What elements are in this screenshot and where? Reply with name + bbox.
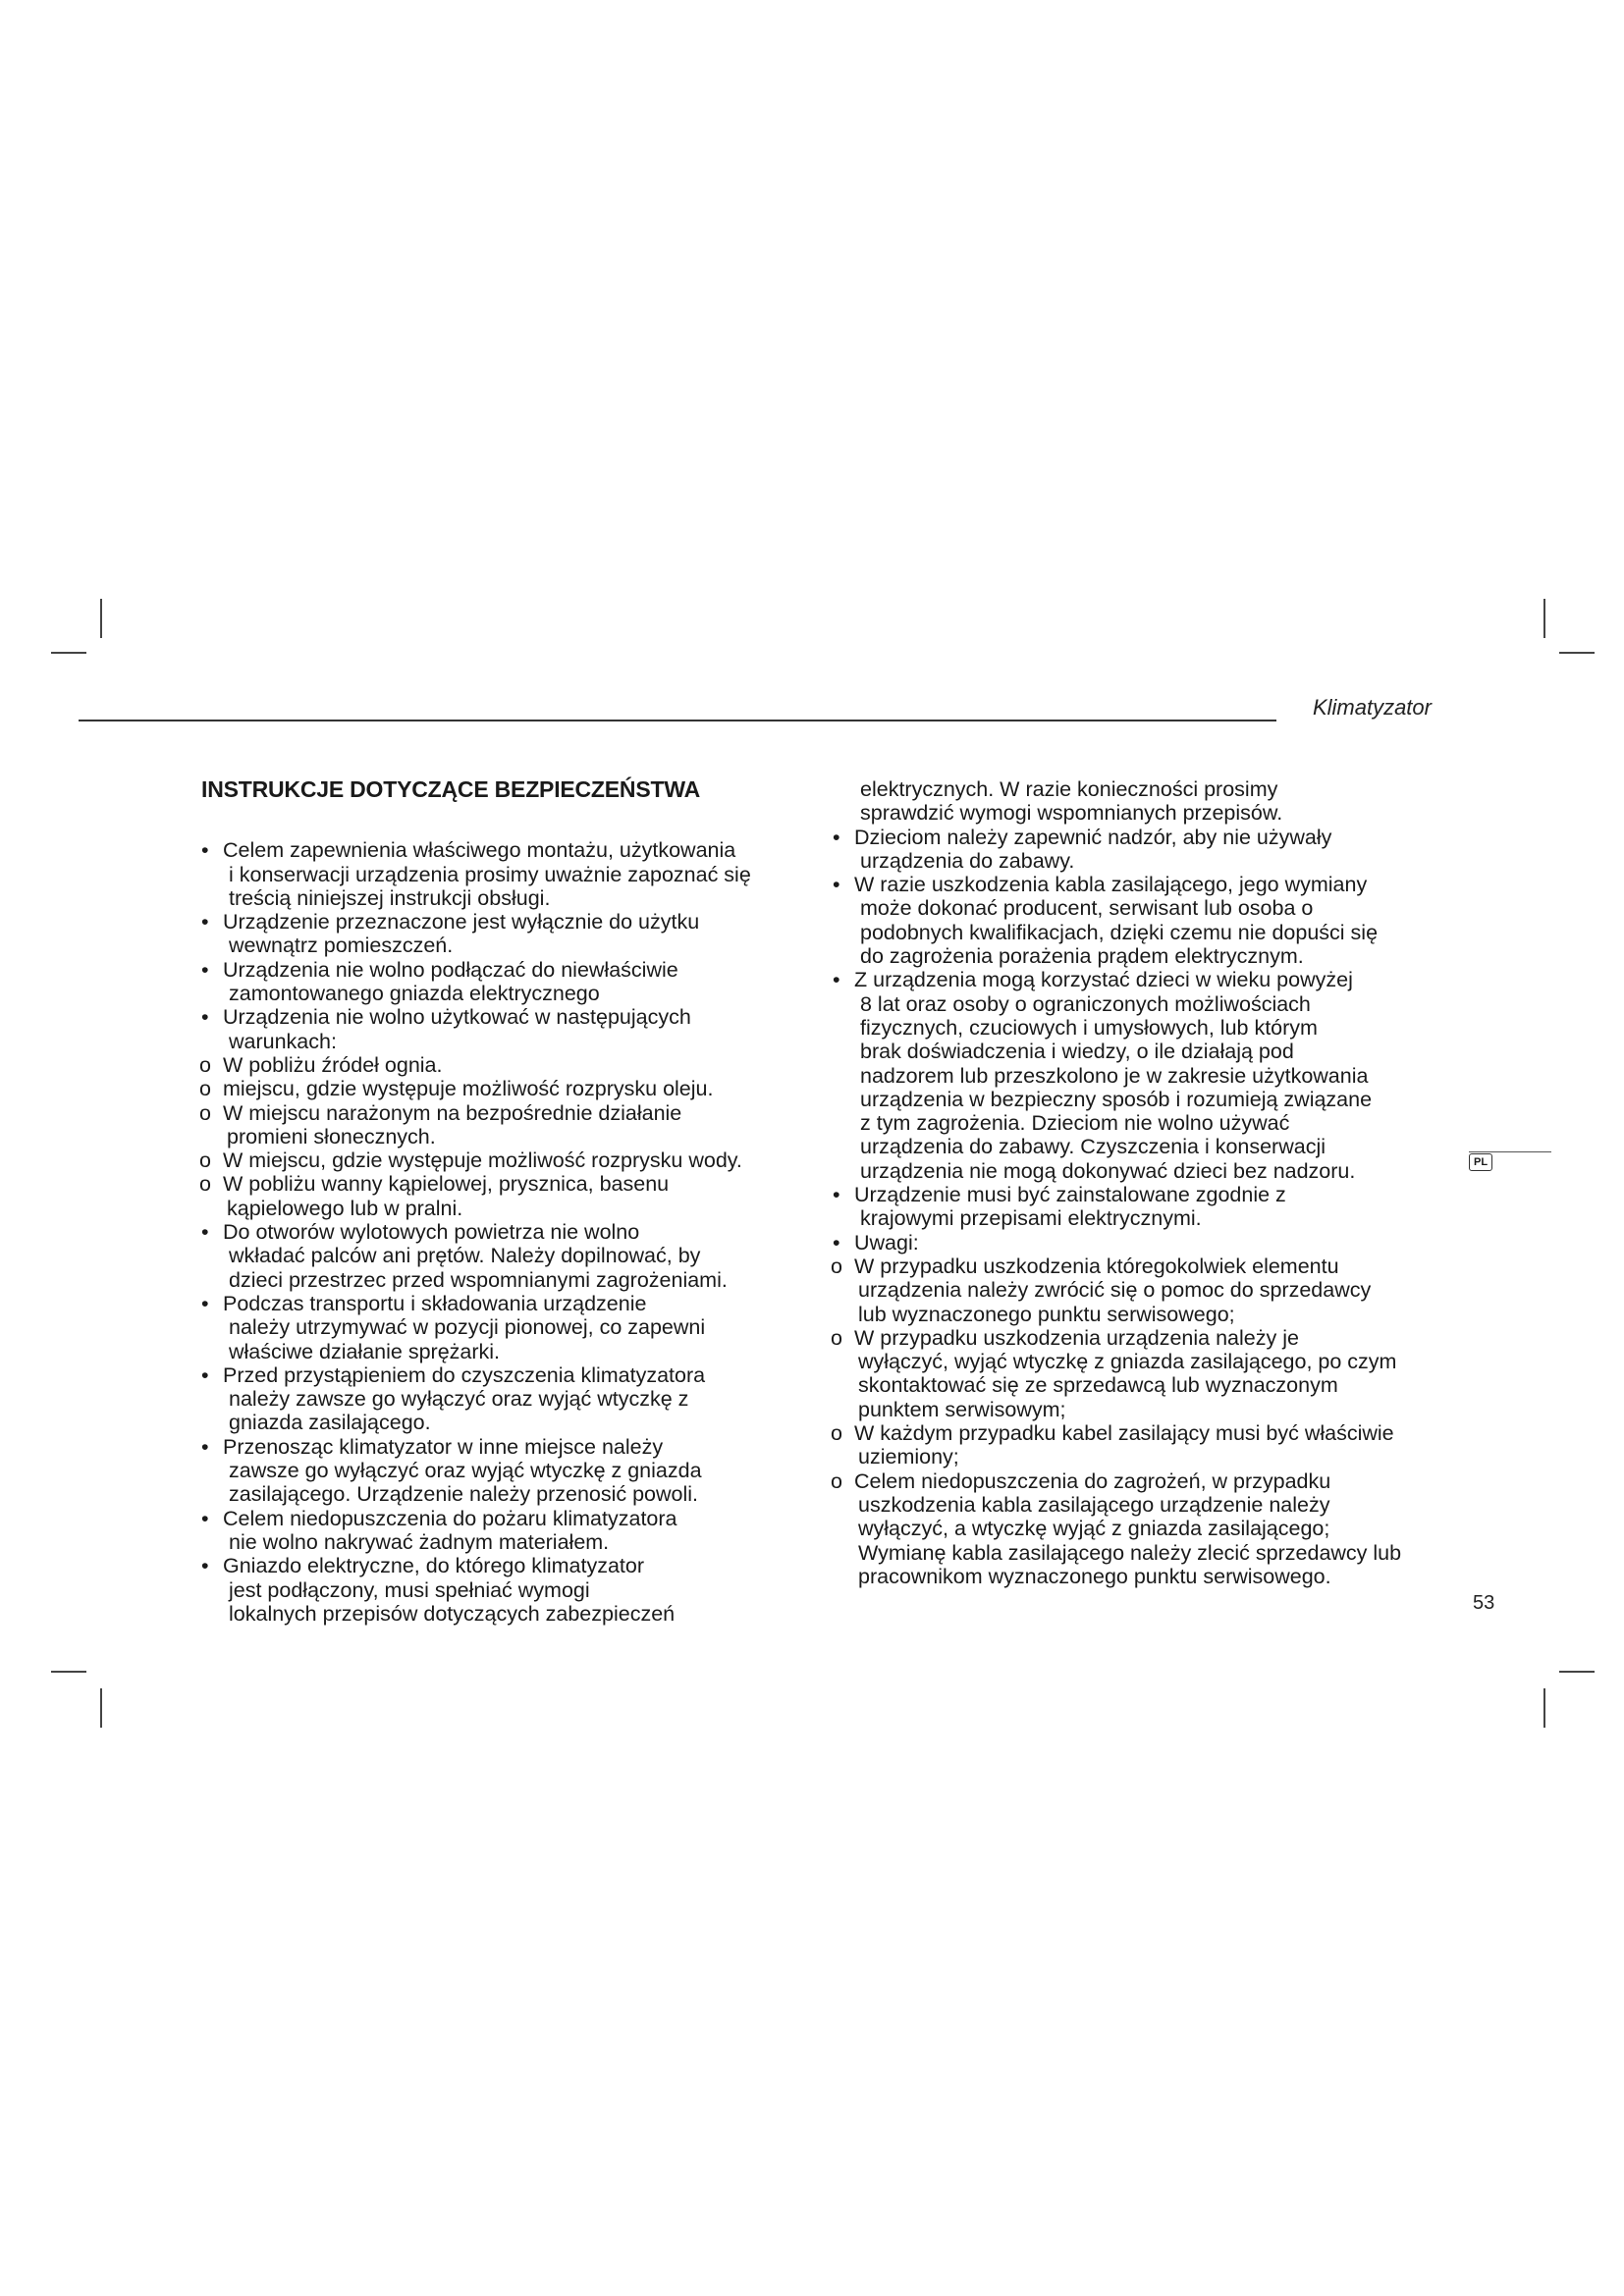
text-line: Uwagi: [854,1230,919,1255]
list-item-text [854,968,1451,1183]
list-item [833,968,1451,1183]
bullet-marker: • [833,1183,840,1207]
list-item [201,1005,820,1053]
text-line: Do otworów wylotowych powietrza nie wolno [223,1220,640,1245]
text-line: wewnątrz pomieszczeń. [229,934,454,958]
text-line: sprawdzić wymogi wspomnianych przepisów. [860,801,1283,826]
sub-list-item [833,1326,1451,1421]
text-line: W razie uszkodzenia kabla zasilającego, jego wymiany [854,873,1368,897]
list-item-text [223,1435,820,1507]
list-item [201,1554,820,1626]
text-line: zawsze go wyłączyć oraz wyjąć wtyczkę z gniazda [229,1459,702,1483]
list-item-text [223,1507,820,1555]
text-line: treścią niniejszej instrukcji obsługi. [229,885,551,910]
list-item-text [854,873,1451,968]
list-item-text [223,1172,820,1220]
text-line: lub wyznaczonego punktu serwisowego; [858,1302,1235,1326]
crop-mark [1543,599,1545,638]
text-line: urządzenia należy zwrócić się o pomoc do sprzedawcy [858,1278,1372,1303]
text-line: urządzenia w bezpieczny sposób i rozumieją związane [860,1087,1373,1111]
list-item [201,910,820,958]
text-line: Celem niedopuszczenia do pożaru klimatyzatora [223,1506,677,1530]
text-line: lokalnych przepisów dotyczących zabezpieczeń [229,1601,676,1626]
bullet-marker: • [201,1005,209,1030]
sub-list-item [833,1469,1451,1588]
sub-list-item [201,1101,820,1149]
bullet-marker: • [201,1554,209,1578]
bullet-marker: • [833,825,840,849]
text-line: warunkach: [229,1029,337,1053]
crop-mark [1559,1671,1595,1673]
text-line: wyłączyć, wyjąć wtyczkę z gniazda zasilającego, po czym [858,1350,1397,1374]
language-tab-line [1469,1151,1551,1152]
bullet-marker: • [201,1362,209,1387]
circle-marker: o [199,1148,211,1173]
bullet-marker: • [833,873,840,897]
crop-mark [1543,1688,1545,1728]
text-line: wkładać palców ani prętów. Należy dopilnować, by [229,1244,701,1268]
text-line: pracownikom wyznaczonego punktu serwisowego. [858,1564,1331,1588]
crop-mark [51,1671,86,1673]
bullet-marker: • [201,910,209,934]
bullet-marker: • [833,968,840,992]
list-item-text [223,838,820,910]
text-line: Wymianę kabla zasilającego należy zlecić sprzedawcy lub [858,1540,1402,1565]
text-line: W przypadku uszkodzenia urządzenia należy je [854,1325,1299,1350]
text-line: uziemiony; [858,1445,959,1469]
text-line: dzieci przestrzec przed wspomnianymi zagrożeniami. [229,1267,728,1292]
circle-marker: o [831,1421,842,1446]
text-line: z tym zagrożenia. Dzieciom nie wolno używać [860,1111,1290,1136]
sub-list-item [201,1077,820,1100]
bullet-marker: • [201,957,209,982]
text-line: Urządzenie przeznaczone jest wyłącznie do użytku [223,910,700,934]
text-line: urządzenia nie mogą dokonywać dzieci bez nadzoru. [860,1158,1356,1183]
text-line: Dzieciom należy zapewnić nadzór, aby nie używały [854,825,1332,849]
list-item-text [223,1077,820,1100]
circle-marker: o [831,1468,842,1493]
header-title: Klimatyzator [1312,695,1432,720]
text-line: W przypadku uszkodzenia któregokolwiek elementu [854,1254,1339,1278]
list-item-text [223,1148,820,1172]
bullet-marker: • [201,1506,209,1530]
sub-list-item [833,1255,1451,1326]
list-item-text [223,1292,820,1363]
text-line: do zagrożenia porażenia prądem elektrycznym. [860,944,1304,969]
text-line: nie wolno nakrywać żadnym materiałem. [229,1529,610,1554]
right-list [833,826,1451,1589]
list-item [201,1363,820,1435]
text-line: 8 lat oraz osoby o ograniczonych możliwościach [860,991,1311,1016]
list-item-text [854,1469,1451,1588]
text-line: należy utrzymywać w pozycji pionowej, co zapewni [229,1315,706,1340]
list-item [201,1507,820,1555]
text-line: Przed przystąpieniem do czyszczenia klimatyzatora [223,1362,706,1387]
text-line: Celem niedopuszczenia do zagrożeń, w przypadku [854,1468,1331,1493]
header-rule [79,720,1276,721]
circle-marker: o [831,1254,842,1278]
text-line: urządzenia do zabawy. [860,848,1075,873]
sub-list-item [833,1421,1451,1469]
text-line: należy zawsze go wyłączyć oraz wyjąć wtyczkę z [229,1387,689,1412]
text-line: właściwe działanie sprężarki. [229,1339,501,1363]
list-item-text [854,826,1451,874]
list-item [833,1231,1451,1255]
sub-list-item [201,1148,820,1172]
text-line: elektrycznych. W razie konieczności prosimy [860,777,1278,801]
bullet-marker: • [201,1434,209,1459]
text-line: skontaktować się ze sprzedawcą lub wyznaczonym [858,1373,1338,1398]
list-item [201,1292,820,1363]
bullet-marker: • [833,1230,840,1255]
list-item-text [854,1231,1451,1255]
list-item-text [223,1101,820,1149]
list-item-text [223,910,820,958]
text-line: zamontowanego gniazda elektrycznego [229,982,600,1006]
list-item [833,826,1451,874]
text-line: Gniazdo elektryczne, do którego klimatyzator [223,1554,645,1578]
list-item [201,1220,820,1292]
right-column [833,777,1451,1588]
crop-mark [100,1688,102,1728]
text-line: gniazda zasilającego. [229,1411,431,1435]
text-line: punktem serwisowym; [858,1397,1066,1421]
text-line: Celem zapewnienia właściwego montażu, użytkowania [223,838,736,863]
crop-mark [51,652,86,654]
text-line: wyłączyć, a wtyczkę wyjąć z gniazda zasilającego; [858,1517,1330,1541]
circle-marker: o [199,1052,211,1077]
continued-paragraph [833,777,1451,826]
list-item-text [854,1421,1451,1469]
text-line: i konserwacji urządzenia prosimy uważnie zapoznać się [229,862,751,886]
crop-mark [100,599,102,638]
circle-marker: o [199,1172,211,1197]
text-line: W pobliżu wanny kąpielowej, prysznica, basenu [223,1172,670,1197]
language-badge: PL [1469,1153,1492,1171]
text-line: jest podłączony, musi spełniać wymogi [229,1577,590,1602]
list-item-text [223,1053,820,1077]
text-line: W miejscu narażonym na bezpośrednie działanie [223,1100,682,1125]
text-line: krajowymi przepisami elektrycznymi. [860,1206,1202,1231]
left-list [201,838,820,1626]
text-line: uszkodzenia kabla zasilającego urządzenie należy [858,1492,1330,1517]
left-column [201,777,820,1626]
text-line: Z urządzenia mogą korzystać dzieci w wieku powyżej [854,968,1353,992]
text-line: może dokonać producent, serwisant lub osoba o [860,896,1314,921]
text-line: nadzorem lub przeszkolono je w zakresie użytkowania [860,1063,1369,1088]
text-line: W każdym przypadku kabel zasilający musi być właściwie [854,1421,1394,1446]
list-item [201,838,820,910]
text-line: Urządzenie musi być zainstalowane zgodnie z [854,1183,1286,1207]
list-item-text [223,1005,820,1053]
list-item-text [223,1554,820,1626]
bullet-marker: • [201,1291,209,1315]
circle-marker: o [199,1077,211,1101]
text-line: Podczas transportu i składowania urządzenie [223,1291,647,1315]
bullet-marker: • [201,838,209,863]
list-item-text [223,1363,820,1435]
list-item-text [854,1326,1451,1421]
bullet-marker: • [201,1220,209,1245]
text-line: brak doświadczenia i wiedzy, o ile działają pod [860,1040,1294,1064]
text-line: podobnych kwalifikacjach, dzięki czemu nie dopuści się [860,920,1379,944]
text-line: kąpielowego lub w pralni. [227,1196,463,1220]
list-item-text [854,1183,1451,1231]
list-item-text [223,958,820,1006]
text-line: Urządzenia nie wolno podłączać do niewłaściwie [223,957,678,982]
list-item-text [223,1220,820,1292]
text-line: W miejscu, gdzie występuje możliwość rozprysku wody. [223,1148,742,1173]
text-line: miejscu, gdzie występuje możliwość rozprysku oleju. [223,1077,714,1101]
circle-marker: o [199,1100,211,1125]
list-item [201,958,820,1006]
text-line: Przenosząc klimatyzator w inne miejsce należy [223,1434,664,1459]
sub-list-item [201,1053,820,1077]
list-item [201,1435,820,1507]
text-line: fizycznych, czuciowych i umysłowych, lub którym [860,1015,1318,1040]
list-item [833,873,1451,968]
sub-list-item [201,1172,820,1220]
text-line: W pobliżu źródeł ognia. [223,1052,443,1077]
list-item [833,1183,1451,1231]
text-line: Urządzenia nie wolno użytkować w następujących [223,1005,691,1030]
text-line: promieni słonecznych. [227,1124,436,1148]
text-line: urządzenia do zabawy. Czyszczenia i konserwacji [860,1135,1326,1159]
section-heading: INSTRUKCJE DOTYCZĄCE BEZPIECZEŃSTWA [201,776,700,802]
circle-marker: o [831,1325,842,1350]
text-line: zasilającego. Urządzenie należy przenosić powoli. [229,1482,699,1507]
page-number: 53 [1473,1592,1495,1614]
list-item-text [854,1255,1451,1326]
crop-mark [1559,652,1595,654]
